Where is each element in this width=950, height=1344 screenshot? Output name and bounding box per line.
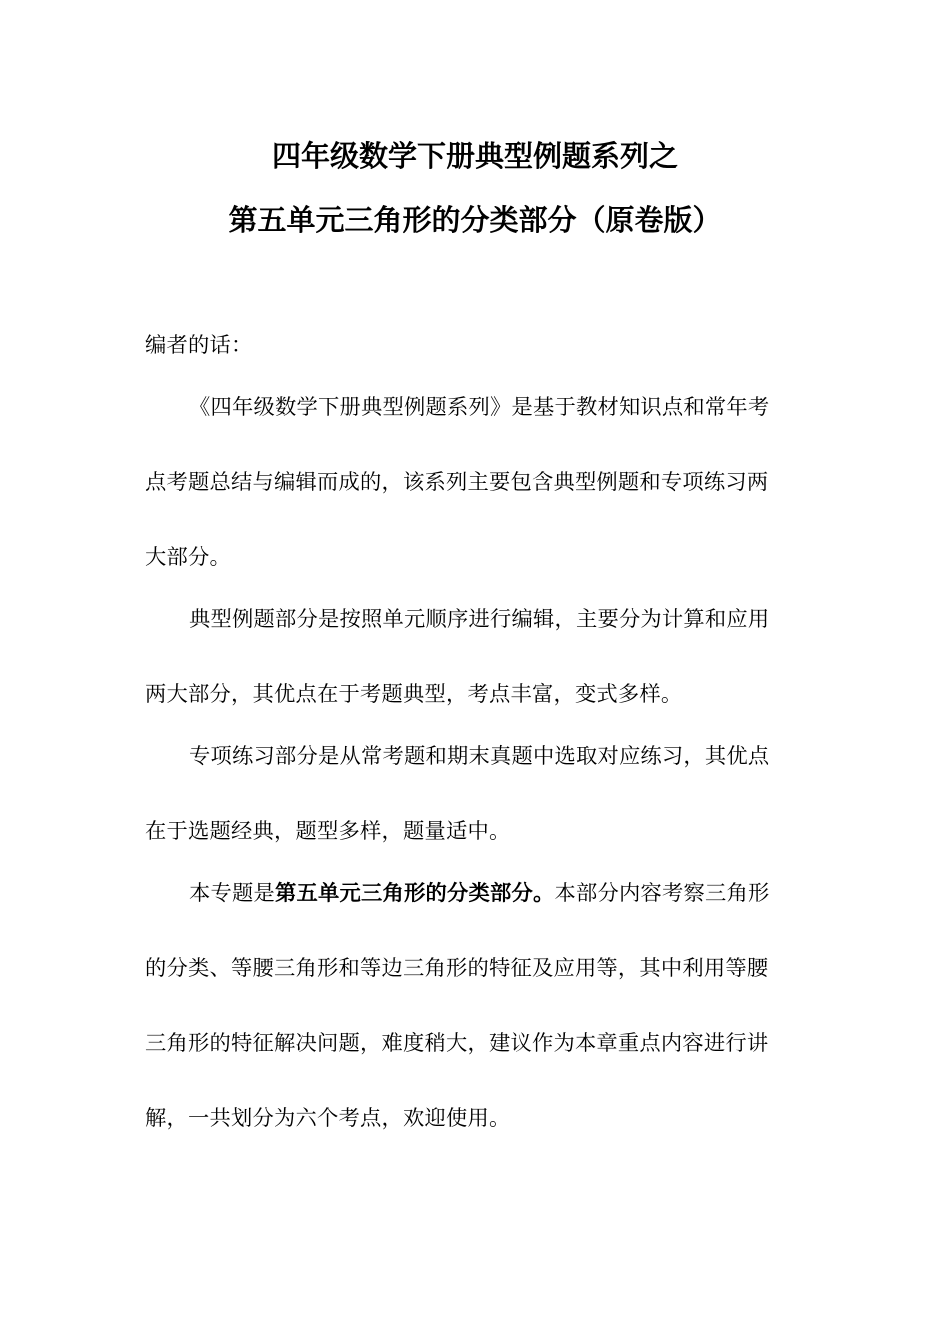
paragraph-3-line-2: 在于选题经典，题型多样，题量适中。 [145,819,511,844]
paragraph-4-topic-bold: 第五单元三角形的分类部分。 [275,881,555,906]
paragraph-2-line-2: 两大部分，其优点在于考题典型，考点丰富，变式多样。 [145,682,683,707]
paragraph-1-line-3: 大部分。 [145,545,231,570]
editor-note-label: 编者的话： [145,333,253,358]
document-title-line-2: 第五单元三角形的分类部分（原卷版） [228,203,722,237]
paragraph-4-prefix: 本专题是 [189,881,275,906]
paragraph-1-line-1: 《四年级数学下册典型例题系列》是基于教材知识点和常年考 [189,395,770,420]
paragraph-4-line-4: 解，一共划分为六个考点，欢迎使用。 [145,1106,511,1131]
paragraph-4-line-1 [189,879,849,909]
document-title-line-1: 四年级数学下册典型例题系列之 [271,139,678,173]
paragraph-2-line-1: 典型例题部分是按照单元顺序进行编辑，主要分为计算和应用 [189,607,770,632]
paragraph-4-line-2: 的分类、等腰三角形和等边三角形的特征及应用等，其中利用等腰 [145,956,769,981]
paragraph-4-line-3: 三角形的特征解决问题，难度稍大，建议作为本章重点内容进行讲 [145,1031,769,1056]
paragraph-4-suffix: 本部分内容考察三角形 [554,881,770,906]
paragraph-3-line-1: 专项练习部分是从常考题和期末真题中选取对应练习，其优点 [189,744,770,769]
paragraph-1-line-2: 点考题总结与编辑而成的，该系列主要包含典型例题和专项练习两 [145,470,769,495]
